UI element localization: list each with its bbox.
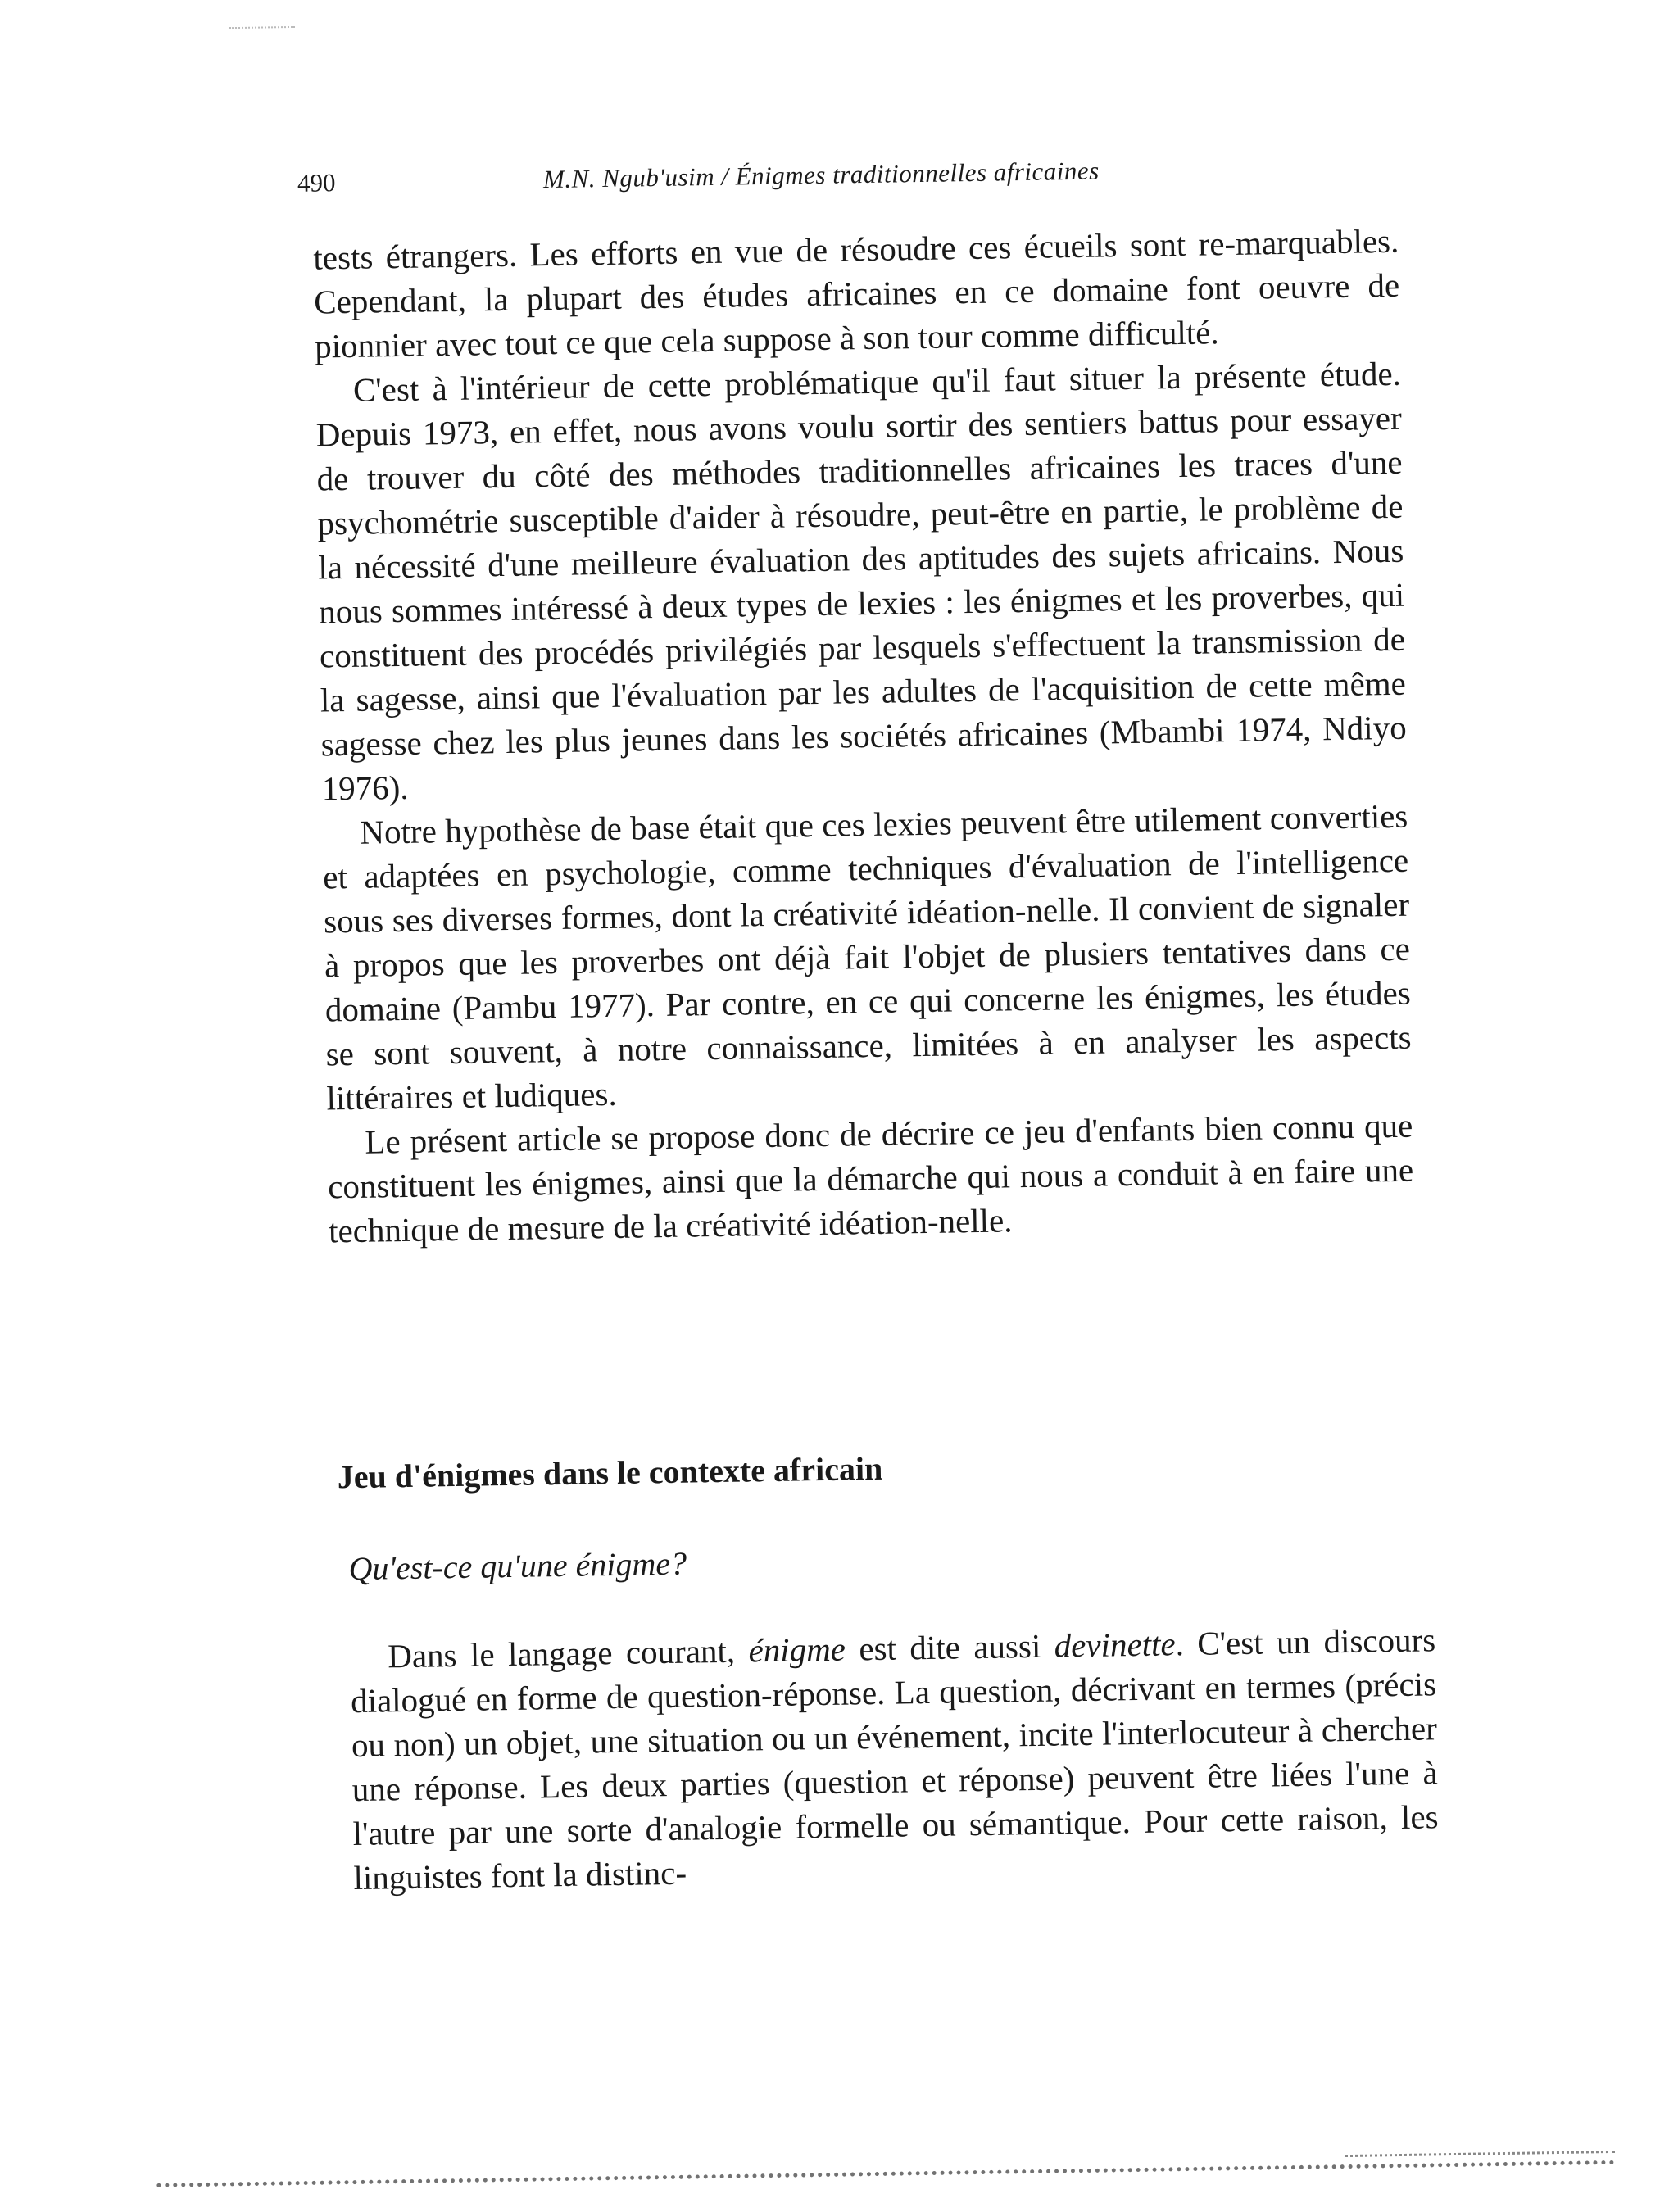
scan-artifact-bottom (156, 2160, 1615, 2192)
running-title: M.N. Ngub'usim / Énigmes traditionnelles africaines (542, 156, 1100, 194)
section-paragraph-1 (350, 1617, 1440, 1900)
term-devinette: devinette (1054, 1625, 1177, 1665)
page-number: 490 (297, 168, 336, 197)
subsection-heading: Qu'est-ce qu'une énigme? (348, 1544, 687, 1588)
section-heading: Jeu d'énigmes dans le contexte africain (337, 1449, 883, 1496)
paragraph-3: Notre hypothèse de base était que ces lexies peuvent être utilement converties et adaptées en psychologie, comme techniques d'évaluation de l'intelligence sous ses diverses formes, dont la créativité idéation-nelle. Il convient de signaler à propos que les proverbes ont déjà fait l'objet de plusiers tentatives dans ce domaine (Pambu 1977). Par contre, en ce qui concerne les énigmes, les études se sont souvent, à notre connaissance, limitées à en analyser les aspects littéraires et ludiques. (322, 796, 1412, 1117)
text-run: est dite aussi (845, 1626, 1055, 1668)
paragraph-1: tests étrangers. Les efforts en vue de résoudre ces écueils sont re-marquables. Cependant, la plupart des études africaines en ce domaine font oeuvre de pionnier avec tout ce que cela suppose à son tour comme difficulté. (313, 221, 1400, 365)
paragraph-2: C'est à l'intérieur de cette problématique qu'il faut situer la présente étude. Depuis 1973, en effet, nous avons voulu sortir des sentiers battus pour essayer de trouver du côté des méthodes traditionnelles africaines les traces d'une psychométrie susceptible d'aider à résoudre, peut-être en partie, le problème de la nécessité d'une meilleure évaluation des aptitudes des sujets africains. Nous nous sommes intéressé à deux types de lexies : les énigmes et les proverbes, qui constituent des procédés privilégiés par lesquels s'effectuent la transmission de la sagesse, ainsi que l'évaluation par les adultes de l'acquisition de cette même sagesse chez les plus jeunes dans les sociétés africaines (Mbambi 1974, Ndiyo 1976). (315, 354, 1407, 808)
paragraph-4: Le présent article se propose donc de décrire ce jeu d'enfants bien connu que constituent les énigmes, ainsi que la démarche qui nous a conduit à en faire une technique de mesure de la créativité idéation-nelle. (327, 1106, 1414, 1250)
scan-artifact-top (229, 26, 295, 30)
text-run: . C'est un discours dialogué en forme de question-réponse. La question, décrivant en termes (précis ou non) un objet, une situation ou un événement, incite l'interlocuteur à chercher une réponse. Les deux parties (question et réponse) peuvent être liées l'une à l'autre par une sorte d'analogie formelle ou sémantique. Pour cette raison, les linguistes font la distinc- (350, 1620, 1439, 1897)
running-header (297, 151, 1445, 210)
body-text-continuation (313, 219, 1414, 1253)
term-enigme: énigme (748, 1630, 846, 1670)
text-run: Dans le langage courant, (387, 1631, 749, 1675)
section-body (350, 1617, 1440, 1900)
scan-artifact-bottom-faint (1345, 2151, 1615, 2160)
